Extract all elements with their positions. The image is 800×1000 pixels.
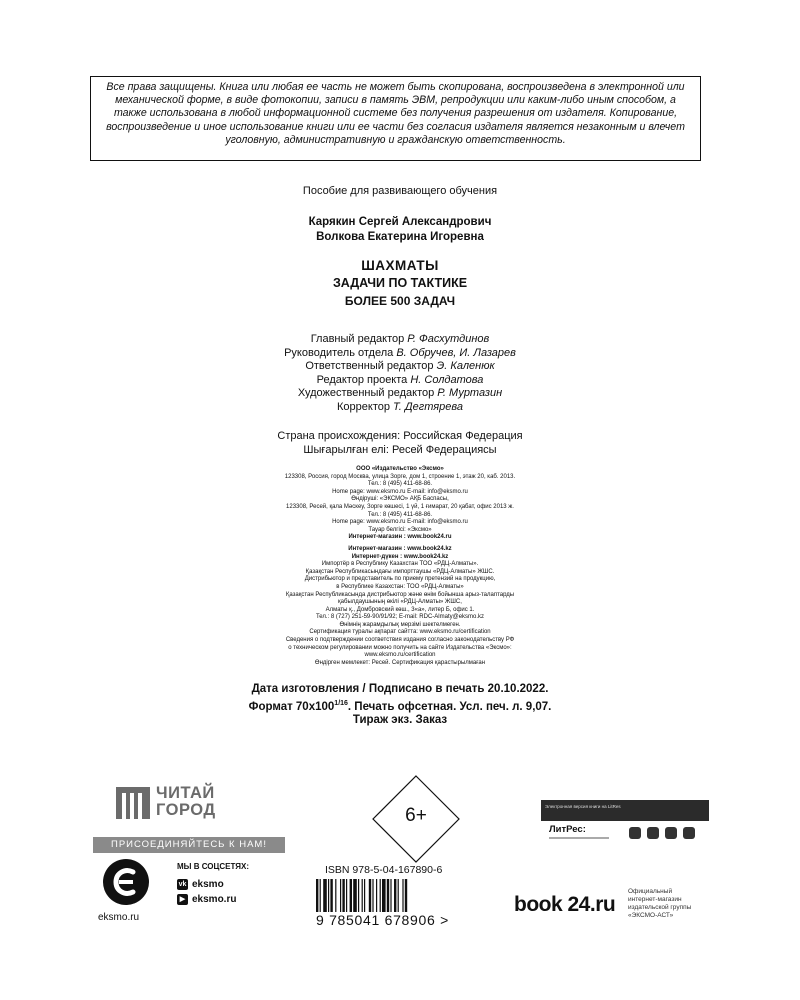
chitai-gorod-text: ЧИТАЙ ГОРОД bbox=[156, 784, 216, 819]
imprint-line: Дистрибьютор и представитель по приему претензий на продукцию, bbox=[304, 576, 496, 583]
author-2: Волкова Екатерина Игоревна bbox=[316, 231, 484, 243]
imprint-block bbox=[0, 466, 800, 667]
barcode-bar bbox=[402, 879, 403, 915]
barcode-bar bbox=[372, 879, 373, 915]
imprint-line: Сведения о подтверждении соответствия издания согласно законодательству РФ bbox=[285, 637, 515, 644]
imprint-line: 123308, Россия, город Москва, улица Зорге, дом 1, строение 1, этаж 20, каб. 2013. bbox=[284, 473, 516, 480]
credit-line: Корректор Т. Дегтярева bbox=[337, 400, 463, 413]
barcode-bar bbox=[342, 879, 344, 915]
barcode-bar bbox=[335, 879, 336, 915]
android-icon bbox=[647, 827, 659, 839]
chitai-gorod-logo[interactable] bbox=[112, 784, 272, 823]
imprint-line: Интернет-магазин : www.book24.ru bbox=[348, 534, 452, 541]
imprint-line: қабылдаушының өкілі «РДЦ-Алматы» ЖШС, bbox=[338, 599, 462, 606]
imprint-line: Home page: www.eksmo.ru E-mail: info@eksmo.ru bbox=[332, 519, 468, 526]
barcode-bar bbox=[376, 879, 377, 915]
windows-icon bbox=[683, 827, 695, 839]
social-heading: МЫ В СОЦСЕТЯХ: bbox=[177, 862, 250, 871]
book-subtitle-1: ЗАДАЧИ ПО ТАКТИКЕ bbox=[332, 276, 468, 290]
book24-tagline: Официальный интернет-магазин издательской группы «ЭКСМО-АСТ» bbox=[628, 888, 692, 919]
age-rating: 6+ bbox=[405, 805, 427, 826]
imprint-line: Алматы қ., Домбровский көш., 3«а», литер Б, офис 1. bbox=[325, 606, 475, 613]
credit-line: Главный редактор Р. Фасхутдинов bbox=[310, 333, 490, 345]
print-details bbox=[0, 683, 800, 727]
join-us-banner: ПРИСОЕДИНЯЙТЕСЬ К НАМ! bbox=[93, 837, 285, 853]
credits-block bbox=[0, 333, 800, 415]
imprint-line: Интернет-магазин : www.book24.kz bbox=[348, 545, 452, 552]
imprint-line: Home page: www.eksmo.ru E-mail: info@eksmo.ru bbox=[332, 488, 468, 495]
country-of-origin bbox=[0, 430, 800, 457]
barcode-bar bbox=[390, 879, 391, 915]
print-run: Тираж экз. Заказ bbox=[352, 713, 448, 726]
social-ok[interactable]: ▶ eksmo.ru bbox=[177, 893, 236, 907]
barcode-bar bbox=[362, 879, 363, 915]
imprint-line: Сертификация туралы ақпарат сайтта: www.eksmo.ru/certification bbox=[309, 629, 491, 636]
barcode-bar bbox=[350, 879, 352, 915]
vk-icon: vk bbox=[178, 880, 187, 888]
eksmo-logo-icon[interactable] bbox=[103, 859, 149, 905]
print-date: Дата изготовления / Подписано в печать 20.10.2022. bbox=[251, 683, 549, 695]
store-icon bbox=[665, 827, 677, 839]
barcode-bar bbox=[323, 879, 327, 915]
chitai-gorod-icon bbox=[116, 787, 150, 819]
imprint-line: Қазақстан Республикасында дистрибьютор және өнім бойынша арыз-талаптарды bbox=[285, 591, 515, 598]
imprint-line: в Республике Казахстан: ТОО «РДЦ-Алматы» bbox=[336, 583, 464, 590]
barcode-bar bbox=[358, 879, 359, 915]
imprint-line: Өнімнің жарамдылық мерзімі шектелмеген. bbox=[339, 621, 461, 628]
barcode-bar bbox=[320, 879, 321, 915]
imprint-line: Қазақстан Республикасындағы импорттаушы «РДЦ-Алматы» ЖШС. bbox=[305, 568, 495, 575]
isbn: ISBN 978-5-04-167890-6 bbox=[325, 864, 443, 876]
litres-divider bbox=[549, 837, 609, 839]
book-title: ШАХМАТЫ bbox=[361, 258, 439, 273]
social-vk[interactable]: vk eksmo bbox=[178, 879, 224, 890]
authors bbox=[0, 215, 800, 245]
barcode-bar bbox=[398, 879, 399, 915]
barcode-bar bbox=[340, 879, 341, 915]
book-subtitle-2: БОЛЕЕ 500 ЗАДАЧ bbox=[344, 294, 456, 308]
barcode-bar bbox=[328, 879, 329, 915]
imprint-line: Тел.: 8 (727) 251-59-90/91/92; E-mail: RDC-Almaty@eksmo.kz bbox=[315, 614, 485, 621]
barcode-bar bbox=[387, 879, 389, 915]
copyright-notice bbox=[90, 76, 701, 161]
imprint-line: Тел.: 8 (495) 411-68-86. bbox=[367, 511, 433, 518]
barcode-bar bbox=[369, 879, 371, 915]
barcode-bar bbox=[353, 879, 357, 915]
barcode-bar bbox=[330, 879, 332, 915]
credit-line: Редактор проекта Н. Солдатова bbox=[316, 373, 484, 386]
country-kz: Шығарылған елі: Ресей Федерациясы bbox=[303, 443, 497, 456]
litres-badge[interactable] bbox=[541, 800, 709, 851]
litres-logo: ЛитРес: bbox=[549, 824, 586, 835]
credit-line: Ответственный редактор Э. Каленюк bbox=[305, 360, 495, 373]
imprint-line: Тел.: 8 (495) 411-68-86. bbox=[367, 481, 433, 488]
barcode-bar bbox=[394, 879, 396, 915]
country-ru: Страна происхождения: Российская Федерация bbox=[277, 430, 523, 442]
apple-icon bbox=[629, 827, 641, 839]
imprint-line: Интернет-дүкен : www.book24.kz bbox=[351, 553, 449, 560]
author-1: Карякин Сергей Александрович bbox=[308, 216, 492, 228]
barcode-bar bbox=[346, 879, 347, 915]
credit-line: Художественный редактор Р. Муртазин bbox=[297, 387, 503, 400]
imprint-line: Өндірген мемлекет: Ресей. Сертификация қарастырылмаған bbox=[314, 659, 486, 666]
imprint-line: 123308, Ресей, қала Мәскеу, Зорге көшесі, 1 үй, 1 ғимарат, 20 қабат, офис 2013 ж. bbox=[286, 503, 514, 510]
copyright-text: Все права защищены. Книга или любая ее часть не может быть скопирована, воспроизведена в электронной или механической форме, в виде фотокопии, записи в память ЭВМ, репродукции или каким-либо иным способом, а также использована в любой информационной системе без получения разрешения от издателя. Копирование, воспроизведение и иное использование книги или ее части без согласия издателя является незаконным и влечет уголовную, административную и гражданскую ответственность. bbox=[106, 81, 685, 146]
youtube-icon: ▶ bbox=[177, 894, 188, 905]
eksmo-url[interactable]: eksmo.ru bbox=[98, 912, 140, 923]
imprint-line: Импортёр в Республику Казахстан ТОО «РДЦ-Алматы». bbox=[321, 561, 479, 568]
book24-logo[interactable]: book 24.ru bbox=[514, 893, 616, 916]
barcode-bar bbox=[364, 879, 365, 915]
barcode-bar bbox=[380, 879, 381, 915]
litres-banner: Электронная версия книги на LitRes bbox=[541, 800, 709, 821]
imprint-line: ООО «Издательство «Эксмо» bbox=[356, 466, 444, 472]
imprint-line: Өндіруші: «ЭКСМО» АҚБ Баспасы, bbox=[351, 496, 449, 503]
credit-line: Руководитель отдела В. Обручев, И. Лазарев bbox=[284, 346, 516, 359]
imprint-line: www.eksmo.ru/certification bbox=[364, 652, 436, 659]
print-format: Формат $70х100^{1/16}$. Печать офсетная. Усл. печ. л. 9,07. bbox=[248, 699, 552, 713]
imprint-line: Тауар белгісі: «Эксмо» bbox=[368, 526, 432, 533]
imprint-line: о техническом регулировании можно получить на сайте Издательства «Эксмо»: bbox=[288, 644, 512, 651]
barcode-bar bbox=[405, 879, 407, 915]
barcode-bar bbox=[382, 879, 386, 915]
barcode-bar bbox=[316, 879, 318, 915]
book-subtitle: Пособие для развивающего обучения bbox=[302, 185, 498, 197]
barcode-number: 9 785041 678906 > bbox=[316, 912, 449, 928]
